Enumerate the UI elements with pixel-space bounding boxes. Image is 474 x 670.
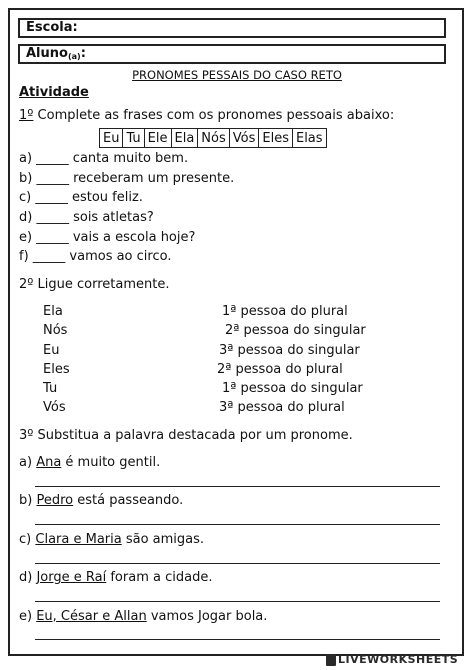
school-label: Escola: <box>26 20 78 35</box>
q3-item-prefix: a) <box>19 455 33 470</box>
worksheet-title: PRONOMES PESSAIS DO CASO RETO <box>132 68 342 82</box>
q1-sentence[interactable]: e) _____ vais a escola hoje? <box>19 230 196 245</box>
word-bank-item: Ela <box>171 129 198 148</box>
student-label-colon: : <box>80 46 86 61</box>
q1-sentence[interactable]: c) _____ estou feliz. <box>19 190 143 205</box>
match-left-item[interactable]: Eles <box>43 362 70 377</box>
q1-sentence[interactable]: a) _____ canta muito bem. <box>19 151 189 166</box>
q3-item-rest: está passeando. <box>73 493 184 508</box>
match-left-item[interactable]: Ela <box>43 304 63 319</box>
q3-item <box>19 609 267 624</box>
q3-item-rest: foram a cidade. <box>106 570 213 585</box>
q3-highlighted-word: Eu, César e Allan <box>36 609 147 624</box>
pronoun-word-bank <box>99 128 327 148</box>
q3-item-prefix: d) <box>19 570 33 585</box>
activity-heading: Atividade <box>19 85 89 100</box>
match-right-item[interactable]: 3ª pessoa do plural <box>219 400 345 415</box>
q3-item <box>19 570 212 585</box>
q3-item <box>19 493 183 508</box>
match-right-item[interactable]: 1ª pessoa do singular <box>222 381 363 396</box>
word-bank-item: Ele <box>144 129 171 148</box>
match-right-item[interactable]: 2ª pessoa do singular <box>225 323 366 338</box>
q3-item <box>19 532 204 547</box>
word-bank-item: Tu <box>123 129 144 148</box>
q3-item-prefix: b) <box>19 493 33 508</box>
word-bank-item: Eu <box>100 129 123 148</box>
match-right-item[interactable]: 2ª pessoa do plural <box>217 362 343 377</box>
q3-item-prefix: e) <box>19 609 33 624</box>
school-field[interactable] <box>18 18 446 38</box>
student-field[interactable] <box>18 44 446 64</box>
match-left-item[interactable]: Vós <box>43 400 66 415</box>
q1-instruction <box>19 108 394 123</box>
answer-line[interactable] <box>35 486 440 487</box>
q2-instruction: 2º Ligue corretamente. <box>19 277 170 292</box>
q3-highlighted-word: Clara e Maria <box>35 532 122 547</box>
word-bank-item: Vós <box>229 129 259 148</box>
word-bank-item: Nós <box>198 129 229 148</box>
q1-sentence[interactable]: d) _____ sois atletas? <box>19 210 154 225</box>
q1-instruction-text: Complete as frases com os pronomes pessoais abaixo: <box>37 108 395 123</box>
q3-item-prefix: c) <box>19 532 32 547</box>
q3-item-rest: vamos Jogar bola. <box>146 609 268 624</box>
student-label-suffix: (a) <box>67 52 81 61</box>
word-bank-item: Eles <box>259 129 293 148</box>
q1-sentence[interactable]: b) _____ receberam um presente. <box>19 171 235 186</box>
student-label: Aluno <box>26 46 68 61</box>
q3-highlighted-word: Jorge e Raí <box>36 570 107 585</box>
answer-line[interactable] <box>35 601 440 602</box>
answer-line[interactable] <box>35 563 440 564</box>
word-bank-item: Elas <box>292 129 326 148</box>
match-left-item[interactable]: Tu <box>43 381 58 396</box>
match-right-item[interactable]: 3ª pessoa do singular <box>219 343 360 358</box>
q3-item-rest: são amigas. <box>121 532 205 547</box>
q1-number: 1º <box>19 108 34 123</box>
q3-highlighted-word: Ana <box>36 455 62 470</box>
answer-line[interactable] <box>35 639 440 640</box>
q3-item-rest: é muito gentil. <box>61 455 161 470</box>
q3-item <box>19 455 160 470</box>
answer-line[interactable] <box>35 524 440 525</box>
match-left-item[interactable]: Nós <box>43 323 68 338</box>
liveworksheets-logo-icon <box>326 654 336 666</box>
match-left-item[interactable]: Eu <box>43 343 60 358</box>
q3-highlighted-word: Pedro <box>36 493 74 508</box>
q1-sentence[interactable]: f) _____ vamos ao circo. <box>19 249 172 264</box>
watermark: LIVEWORKSHEETS <box>338 653 459 666</box>
q3-instruction: 3º Substitua a palavra destacada por um pronome. <box>19 428 353 443</box>
match-right-item[interactable]: 1ª pessoa do plural <box>222 304 348 319</box>
